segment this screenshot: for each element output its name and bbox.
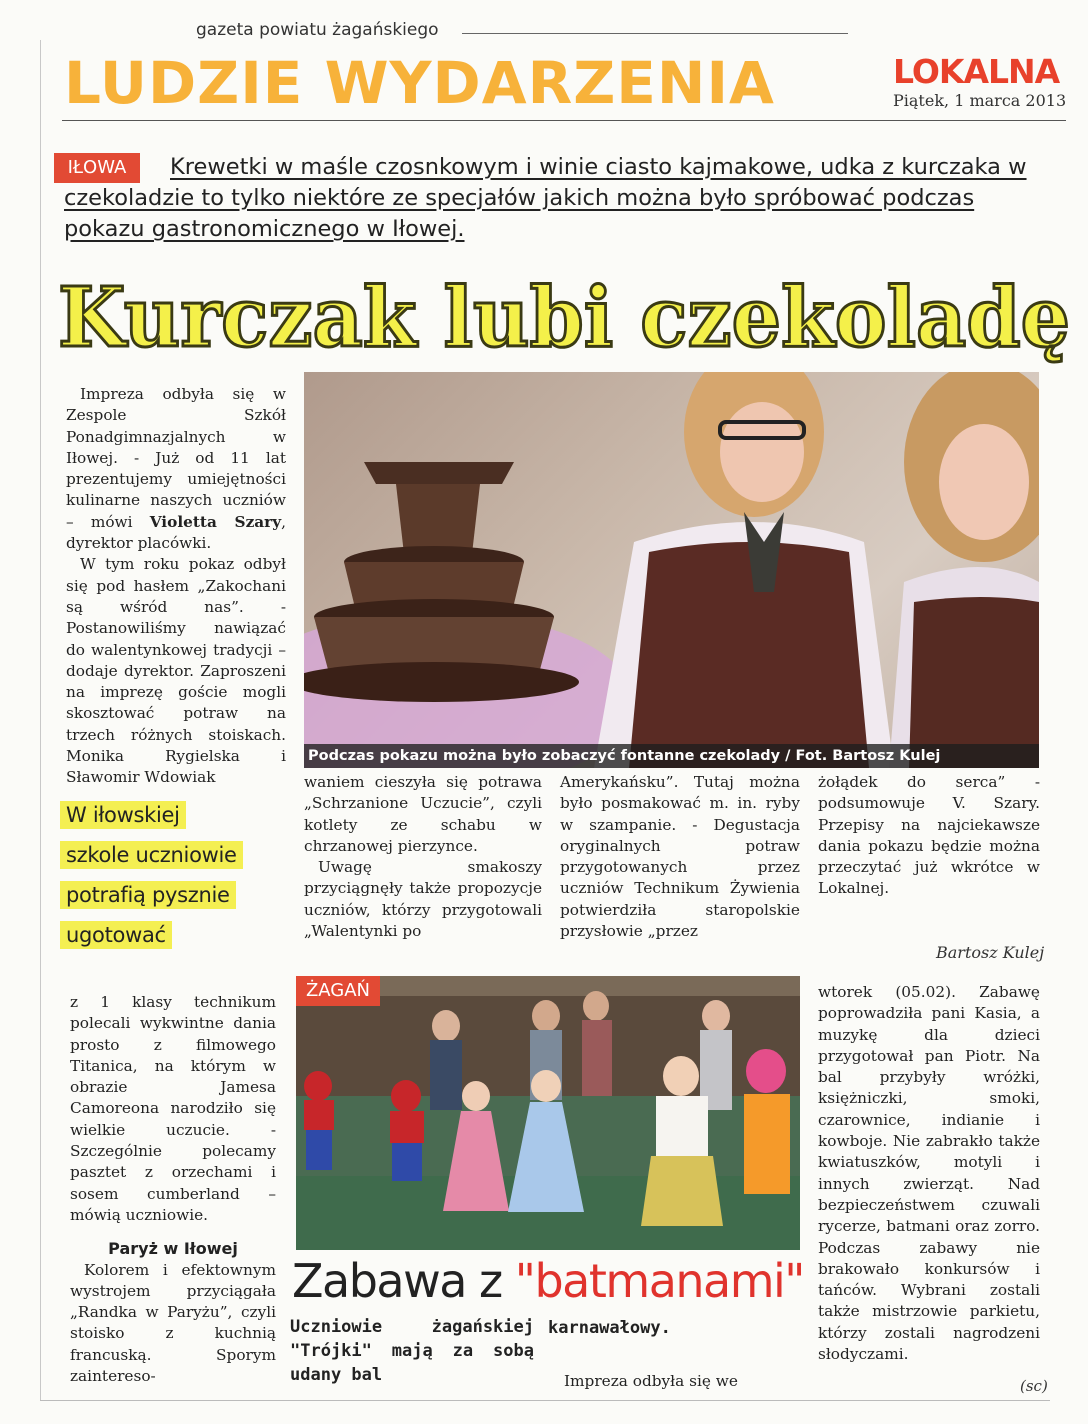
pullquote-line-3: potrafią pysznie bbox=[60, 881, 236, 909]
location-tag-ilowa: IŁOWA bbox=[54, 153, 140, 183]
article1-column3: Amerykańsku”. Tutaj można było posmakować m. in. ryby w szampanie. - Degustacja oryginalnych potraw przygotowanych przez uczniów Technikum Żywienia potwierdziła staropolskie przysłowie „przez bbox=[560, 773, 800, 941]
article2-column-right: wtorek (05.02). Zabawę poprowadziła pani Kasia, a muzykę dla dzieci przygotował pan Piotr. Na bal przybyły wróżki, księżniczki, smoki, czarownice, indianie i kowboje. Nie zabrakło także kwiatuszków, motyli i innych zwierząt. Nad bezpieczeństwem czuwali rycerze, batmani oraz zorro. Podczas zabawy nie brakowało konkursów i tańców. Wybrani zostali także mistrzowie parkietu, którzy zostali nagrodzeni słodyczami. bbox=[818, 983, 1040, 1364]
article2-headline bbox=[292, 1252, 808, 1310]
page-bottom-rule bbox=[40, 1400, 1050, 1401]
article2-body-start: Impreza odbyła się we bbox=[564, 1372, 738, 1390]
pullquote-line-4: ugotować bbox=[60, 921, 172, 949]
svg-text:Kurczak lubi czekoladę: Kurczak lubi czekoladę bbox=[58, 270, 1070, 366]
article1-headline bbox=[50, 258, 1080, 368]
article1-column1-top: Impreza odbyła się w Zespole Szkół Ponadgimnazjalnych w Iłowej. - Już od 11 lat prezentujemy umiejętności kulinarne naszych uczniów – mówi Violetta Szary, dyrektor placówki. W tym roku pokaz odbył się pod hasłem „Zakochani są wśród nas”. - Postanowiliśmy nawiązać do walentynkowej tradycji – dodaje dyrektor. Zaproszeni na imprezę goście mogli skosztować potraw na trzech różnych stoiskach. Monika Rygielska i Sławomir Wdowiak bbox=[66, 385, 287, 787]
article1-column4: żołądek do serca” - podsumowuje V. Szary. Przepisy na najciekawsze dania pokazu będzie można przeczytać już wkrótce w Lokalnej. bbox=[818, 773, 1040, 898]
headline-part-batmanami: "batmanami" bbox=[514, 1254, 804, 1308]
masthead-rule-top bbox=[462, 33, 848, 34]
name-violetta-szary: Violetta Szary bbox=[149, 512, 282, 531]
article1-lead: Krewetki w maśle czosnkowym i winie ciasto kajmakowe, udka z kurczaka w czekoladzie to tylko niektóre ze specjałów jakich można było spróbować podczas pokazu gastronomicznego w Iłowej. bbox=[64, 154, 1027, 242]
article1-column2: waniem cieszyła się potrawa „Schrzanione Uczucie”, czyli kotlety ze schabu w chrzanowej pierzynce. Uwagę smakoszy przyciągnęły także propozycje uczniów, którzy przygotowali „Walentynki po bbox=[304, 773, 542, 941]
section-title: LUDZIE WYDARZENIA bbox=[64, 49, 775, 117]
pullquote-line-1: W iłowskiej bbox=[60, 801, 186, 829]
photo-chocolate-fountain bbox=[304, 372, 1039, 768]
masthead-date: Piątek, 1 marca 2013 bbox=[893, 91, 1067, 110]
masthead-tagline: gazeta powiatu żagańskiego bbox=[196, 20, 439, 40]
article2-lead-end: karnawałowy. bbox=[548, 1318, 671, 1338]
masthead-rule-bottom bbox=[62, 120, 1066, 121]
article1-column1-bottom: z 1 klasy technikum polecali wykwintne dania prosto z filmowego Titanica, na którym w obrazie Jamesa Camoreona narodziło się wielkie uczucie. - Szczególnie polecamy pasztet z orzechami i sosem cumberland – mówią uczniowie. Paryż w Iłowej Kolorem i efektownym wystrojem przyciągała „Randka w Paryżu”, czyli stoisko z kuchnią francuską. Sporym zaintereso- bbox=[70, 993, 276, 1386]
location-tag-zagan: ŻAGAŃ bbox=[296, 976, 380, 1006]
headline-part-zabawa: Zabawa z bbox=[292, 1254, 515, 1308]
page-left-edge-rule bbox=[40, 40, 41, 1400]
paper-name-logo: LOKALNA bbox=[893, 52, 1060, 91]
article1-byline: Bartosz Kulej bbox=[936, 943, 1045, 962]
article1-pullquote bbox=[60, 801, 300, 961]
pullquote-line-2: szkole uczniowie bbox=[60, 841, 243, 869]
article2-lead: Uczniowie żagańskiej "Trójki" mają za sobą udany bal bbox=[290, 1317, 534, 1385]
article2-signature: (sc) bbox=[1020, 1377, 1048, 1395]
photo-caption: Podczas pokazu można było zobaczyć fontanne czekolady / Fot. Bartosz Kulej bbox=[304, 744, 1039, 768]
photo-carnival-party bbox=[296, 976, 800, 1250]
subheading-paryz: Paryż w Iłowej bbox=[108, 1239, 238, 1259]
